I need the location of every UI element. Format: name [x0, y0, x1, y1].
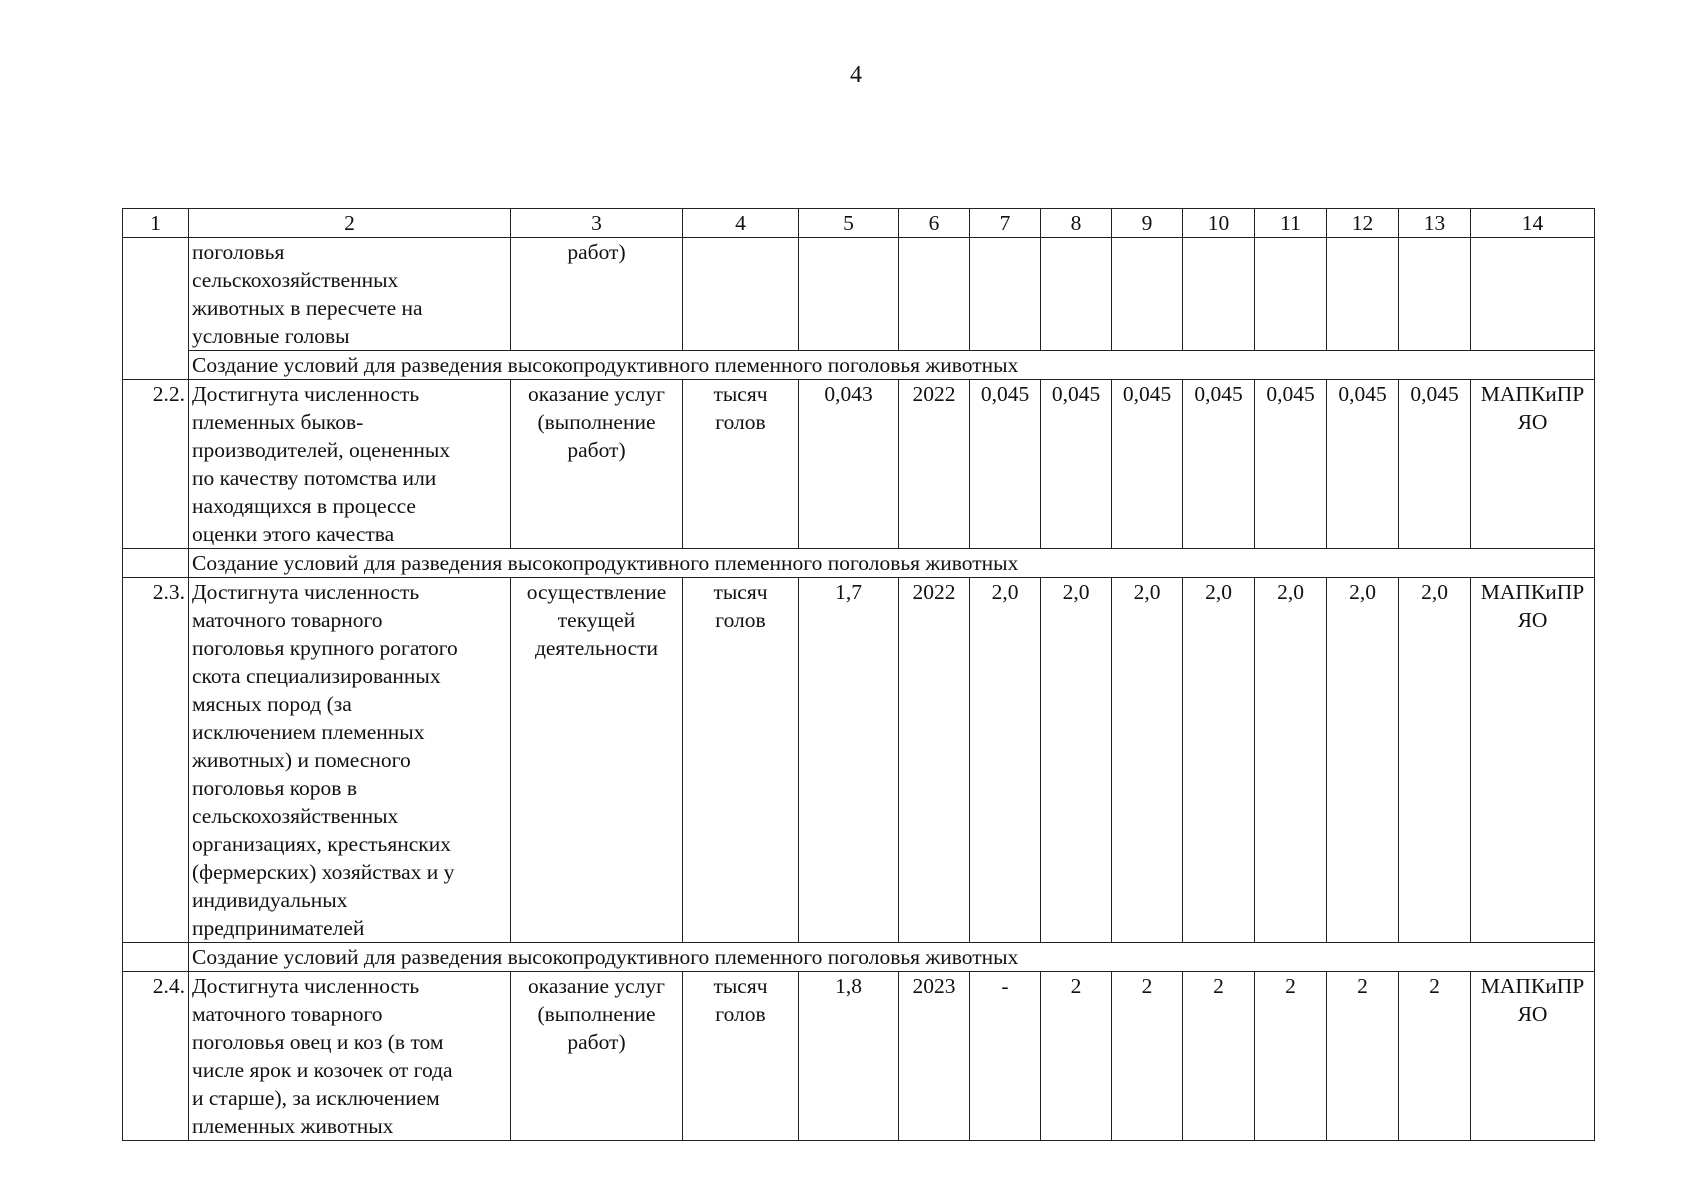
year-value-cell: 2,0: [1183, 578, 1255, 943]
table-row: [123, 578, 1595, 943]
year-value-cell: 2,0: [1255, 578, 1327, 943]
text-line: голов: [715, 410, 766, 434]
continuation-row: [123, 238, 1595, 351]
text-line: животных в пересчете на: [192, 296, 423, 320]
base-value-cell: 1,8: [799, 972, 899, 1141]
indicator-type-cell: [511, 238, 683, 351]
year-value-cell: -: [970, 972, 1041, 1141]
text-line: тысяч: [713, 974, 768, 998]
col-header: 14: [1471, 209, 1595, 238]
year-value-cell: 2,0: [970, 578, 1041, 943]
text-line: по качеству потомства или: [192, 466, 437, 490]
base-value-cell: 0,043: [799, 380, 899, 549]
text-line: тысяч: [713, 580, 768, 604]
empty-cell: [1255, 238, 1327, 351]
text-line: МАПКиПР: [1480, 974, 1585, 998]
text-line: работ): [567, 240, 626, 264]
text-line: маточного товарного: [192, 608, 383, 632]
year-value-cell: 0,045: [1041, 380, 1112, 549]
text-line: Достигнута численность: [192, 580, 420, 604]
section-row: [123, 549, 1595, 578]
text-line: голов: [715, 1002, 766, 1026]
text-line: оказание услуг: [528, 974, 665, 998]
page-number: 4: [850, 62, 862, 88]
unit-cell: [683, 972, 799, 1141]
unit-cell: [683, 578, 799, 943]
text-line: МАПКиПР: [1480, 382, 1585, 406]
year-value-cell: 2: [1255, 972, 1327, 1141]
empty-cell: [683, 238, 799, 351]
text-line: ЯО: [1517, 608, 1548, 632]
section-title: Создание условий для разведения высокопродуктивного племенного поголовья животных: [189, 943, 1595, 972]
text-line: числе ярок и козочек от года: [192, 1058, 453, 1082]
indicators-table: [122, 208, 1595, 1141]
col-header: 3: [511, 209, 683, 238]
text-line: осуществление: [526, 580, 667, 604]
text-line: животных) и помесного: [192, 748, 411, 772]
indicator-name-cell: [189, 238, 511, 351]
col-header: 2: [189, 209, 511, 238]
year-value-cell: 2,0: [1041, 578, 1112, 943]
text-line: Достигнута численность: [192, 382, 420, 406]
year-value-cell: 0,045: [1112, 380, 1183, 549]
col-header: 5: [799, 209, 899, 238]
empty-cell: [799, 238, 899, 351]
row-number: 2.3.: [123, 578, 189, 943]
col-header: 1: [123, 209, 189, 238]
col-header: 11: [1255, 209, 1327, 238]
text-line: находящихся в процессе: [192, 494, 416, 518]
text-line: маточного товарного: [192, 1002, 383, 1026]
text-line: индивидуальных: [192, 888, 348, 912]
indicator-name-cell: [189, 972, 511, 1141]
text-line: предпринимателей: [192, 916, 365, 940]
unit-cell: [683, 380, 799, 549]
empty-cell: [1327, 238, 1399, 351]
empty-cell: [1183, 238, 1255, 351]
col-header: 6: [899, 209, 970, 238]
text-line: скота специализированных: [192, 664, 441, 688]
text-line: племенных быков-: [192, 410, 364, 434]
text-line: ЯО: [1517, 410, 1548, 434]
responsible-cell: [1471, 578, 1595, 943]
year-value-cell: 2: [1112, 972, 1183, 1141]
row-number: 2.2.: [123, 380, 189, 549]
section-title: Создание условий для разведения высокопродуктивного племенного поголовья животных: [189, 351, 1595, 380]
empty-cell: [1041, 238, 1112, 351]
base-year-cell: 2022: [899, 578, 970, 943]
col-header: 10: [1183, 209, 1255, 238]
empty-cell: [899, 238, 970, 351]
text-line: поголовья овец и коз (в том: [192, 1030, 444, 1054]
number-cell: [123, 943, 189, 972]
year-value-cell: 0,045: [970, 380, 1041, 549]
year-value-cell: 2: [1041, 972, 1112, 1141]
col-header: 4: [683, 209, 799, 238]
year-value-cell: 2: [1399, 972, 1471, 1141]
text-line: оценки этого качества: [192, 522, 395, 546]
text-line: деятельности: [534, 636, 659, 660]
text-line: Достигнута численность: [192, 974, 420, 998]
text-line: тысяч: [713, 382, 768, 406]
responsible-cell: [1471, 972, 1595, 1141]
text-line: ЯО: [1517, 1002, 1548, 1026]
text-line: поголовья крупного рогатого: [192, 636, 458, 660]
text-line: производителей, оцененных: [192, 438, 451, 462]
text-line: и старше), за исключением: [192, 1086, 440, 1110]
empty-cell: [1112, 238, 1183, 351]
column-number-row: [123, 209, 1595, 238]
indicator-type-cell: [511, 972, 683, 1141]
row-number: 2.4.: [123, 972, 189, 1141]
text-line: голов: [715, 608, 766, 632]
empty-cell: [970, 238, 1041, 351]
empty-cell: [1399, 238, 1471, 351]
section-title: Создание условий для разведения высокопродуктивного племенного поголовья животных: [189, 549, 1595, 578]
table-row: [123, 380, 1595, 549]
section-row: [123, 943, 1595, 972]
col-header: 9: [1112, 209, 1183, 238]
col-header: 8: [1041, 209, 1112, 238]
year-value-cell: 0,045: [1327, 380, 1399, 549]
year-value-cell: 2,0: [1399, 578, 1471, 943]
col-header: 13: [1399, 209, 1471, 238]
text-line: (выполнение: [537, 1002, 656, 1026]
year-value-cell: 0,045: [1255, 380, 1327, 549]
text-line: мясных пород (за: [192, 692, 352, 716]
year-value-cell: 0,045: [1183, 380, 1255, 549]
text-line: МАПКиПР: [1480, 580, 1585, 604]
text-line: сельскохозяйственных: [192, 268, 399, 292]
number-cell: [123, 549, 189, 578]
indicator-name-cell: [189, 578, 511, 943]
text-line: племенных животных: [192, 1114, 394, 1138]
indicator-type-cell: [511, 578, 683, 943]
text-line: исключением племенных: [192, 720, 425, 744]
empty-cell: [1471, 238, 1595, 351]
year-value-cell: 2: [1327, 972, 1399, 1141]
year-value-cell: 0,045: [1399, 380, 1471, 549]
col-header: 7: [970, 209, 1041, 238]
text-line: организациях, крестьянских: [192, 832, 451, 856]
base-year-cell: 2023: [899, 972, 970, 1141]
col-header: 12: [1327, 209, 1399, 238]
text-line: текущей: [557, 608, 636, 632]
text-line: поголовья: [192, 240, 285, 264]
year-value-cell: 2,0: [1327, 578, 1399, 943]
text-line: оказание услуг: [528, 382, 665, 406]
year-value-cell: 2: [1183, 972, 1255, 1141]
responsible-cell: [1471, 380, 1595, 549]
indicator-name-cell: [189, 380, 511, 549]
section-row: [123, 351, 1595, 380]
indicator-type-cell: [511, 380, 683, 549]
table-row: [123, 972, 1595, 1141]
text-line: сельскохозяйственных: [192, 804, 399, 828]
number-cell: [123, 238, 189, 380]
text-line: (выполнение: [537, 410, 656, 434]
base-value-cell: 1,7: [799, 578, 899, 943]
text-line: поголовья коров в: [192, 776, 357, 800]
year-value-cell: 2,0: [1112, 578, 1183, 943]
text-line: работ): [567, 1030, 626, 1054]
text-line: условные головы: [192, 324, 350, 348]
text-line: работ): [567, 438, 626, 462]
text-line: (фермерских) хозяйствах и у: [192, 860, 455, 884]
base-year-cell: 2022: [899, 380, 970, 549]
